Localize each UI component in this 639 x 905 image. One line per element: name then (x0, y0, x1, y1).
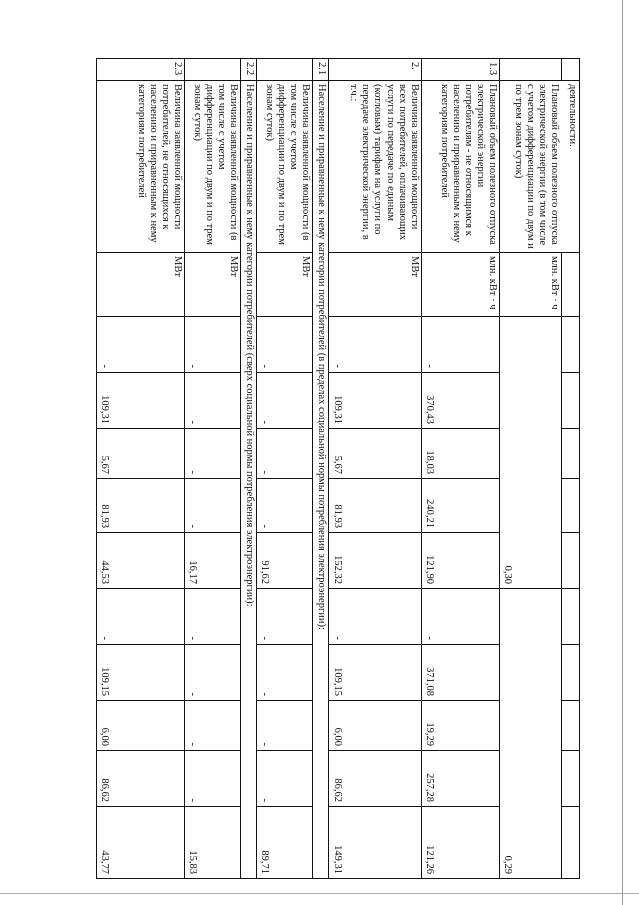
table-row (185, 59, 241, 879)
table-row (97, 59, 185, 879)
value-cell: - (185, 589, 241, 645)
section-heading: Население и приравненные к нему категории потребителей (сверх социальной нормы потребления электроэнергии): (241, 81, 257, 879)
value-cell: - (329, 317, 421, 373)
value-cell: - (185, 429, 241, 479)
index-cell: 2.1 (313, 59, 329, 81)
value-cell: - (257, 751, 313, 807)
value-cell: - (421, 589, 499, 645)
value-cell: 19,29 (421, 701, 499, 751)
value-cell: - (257, 701, 313, 751)
table-row (241, 59, 257, 879)
value-cell: - (257, 645, 313, 701)
rotated-document (96, 58, 580, 878)
index-cell: 2.2 (241, 59, 257, 81)
tariff-table (96, 58, 580, 879)
value-cell: 149,31 (329, 807, 421, 879)
value-cell: 6,00 (97, 701, 185, 751)
value-cell: - (97, 589, 185, 645)
value-cell: 0,29 (499, 589, 561, 879)
value-cell: 86,62 (97, 751, 185, 807)
value-cell: 109,15 (329, 645, 421, 701)
value-cell: 121,26 (421, 807, 499, 879)
row-label: Величина заявленной мощности потребителей, не относящихся к населению и приравненным к нему категориям потребителей (97, 81, 185, 253)
value-cell: 91,62 (257, 533, 313, 589)
index-cell (561, 59, 579, 81)
row-label: Плановый объем полезного отпуска электрической энергии (в том числе с учетом дифференциации по двум и по трем зонам суток) (499, 81, 561, 253)
value-cell: 81,93 (329, 479, 421, 533)
value-cell: 16,17 (185, 533, 241, 589)
value-cell: 18,03 (421, 429, 499, 479)
value-cell: 89,71 (257, 807, 313, 879)
table-row (313, 59, 329, 879)
value-cell: - (257, 373, 313, 429)
unit-cell: МВт (185, 253, 241, 317)
index-cell: 2.3 (97, 59, 185, 81)
value-cell: 109,15 (97, 645, 185, 701)
value-cell: 44,53 (97, 533, 185, 589)
value-cell: 121,90 (421, 533, 499, 589)
value-cell: - (185, 701, 241, 751)
row-label: Величина заявленной мощности всех потребителей, оплачивающих услуги по передаче по единым (котловым) тарифам на услуги по передаче электрической энергии, в т.ч.: (329, 81, 421, 253)
value-cell: - (185, 645, 241, 701)
value-cell: - (329, 589, 421, 645)
value-cell: - (257, 429, 313, 479)
value-cell: 5,67 (329, 429, 421, 479)
scan-edge-bottom (0, 893, 639, 894)
value-cell: 86,62 (329, 751, 421, 807)
value-cell: - (185, 479, 241, 533)
table-row (329, 59, 421, 879)
table-row (257, 59, 313, 879)
table-row (499, 59, 561, 879)
table-row (561, 59, 579, 879)
unit-cell: млн. кВт · ч (499, 253, 561, 317)
value-cell: 6,00 (329, 701, 421, 751)
unit-cell: МВт (97, 253, 185, 317)
row-label: деятельности. (561, 81, 579, 253)
unit-cell: млн. кВт · ч (421, 253, 499, 317)
index-cell: 2. (329, 59, 421, 81)
scan-edge-right (622, 0, 623, 905)
unit-cell: МВт (257, 253, 313, 317)
value-cell: - (257, 589, 313, 645)
value-cell: 5,67 (97, 429, 185, 479)
value-cell: 15,83 (185, 807, 241, 879)
value-cell: - (257, 317, 313, 373)
value-cell: - (185, 317, 241, 373)
value-cell: - (421, 317, 499, 373)
value-cell: 109,31 (97, 373, 185, 429)
row-label: Величина заявленной мощности (в том числе с учетом дифференциации по двум и по трем зонам суток) (185, 81, 241, 253)
section-heading: Население и приравненные к нему категории потребителей (в пределах социальной нормы потребления электроэнергии): (313, 81, 329, 879)
value-cell: 152,32 (329, 533, 421, 589)
value-cell: 43,77 (97, 807, 185, 879)
value-cell: 81,93 (97, 479, 185, 533)
value-cell: 370,43 (421, 373, 499, 429)
value-cell: 109,31 (329, 373, 421, 429)
value-cell: - (185, 751, 241, 807)
unit-cell (561, 253, 579, 317)
value-cell: - (97, 317, 185, 373)
value-cell: 0,30 (499, 317, 561, 589)
value-cell: 371,08 (421, 645, 499, 701)
value-cell: - (185, 373, 241, 429)
row-label: Величина заявленной мощности (в том числе с учетом дифференциации по двум и по трем зонам суток) (257, 81, 313, 253)
index-cell: 1.3 (421, 59, 499, 81)
value-cell: 257,28 (421, 751, 499, 807)
value-cell: 240,21 (421, 479, 499, 533)
row-label: Плановый объем полезного отпуска электрической энергии потребителям - не относящимся к населению и приравненным к нему категориям потребителей (421, 81, 499, 253)
table-row (421, 59, 499, 879)
value-cell: - (257, 479, 313, 533)
unit-cell: МВт (329, 253, 421, 317)
